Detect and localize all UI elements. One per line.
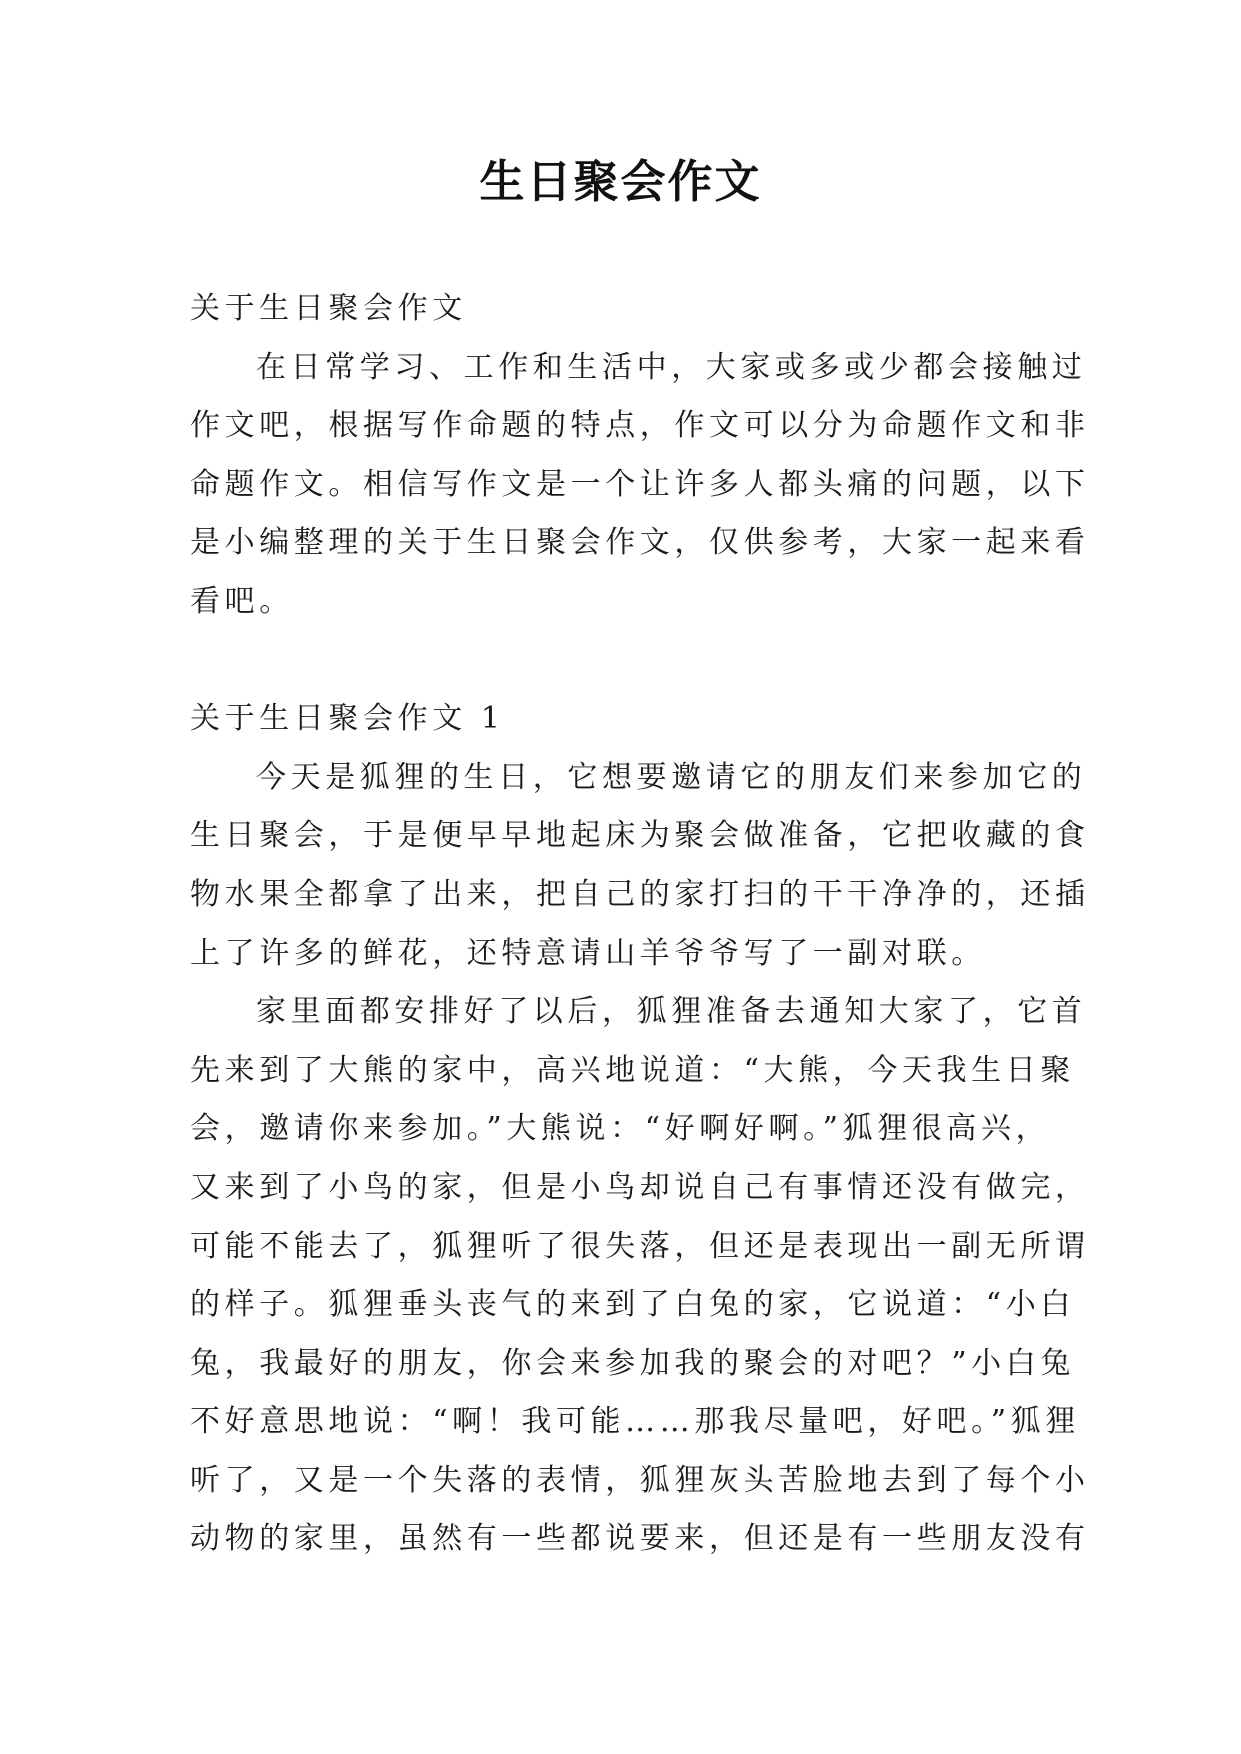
text-line: 在日常学习、工作和生活中，大家或多或少都会接触过 (256, 349, 1087, 385)
text-line: 上了许多的鲜花，还特意请山羊爷爷写了一副对联。 (190, 935, 986, 971)
document-body (190, 280, 1090, 1569)
text-line: 先来到了大熊的家中，高兴地说道：“大熊，今天我生日聚 (190, 1052, 1075, 1088)
text-line: 作文吧，根据写作命题的特点，作文可以分为命题作文和非 (190, 408, 1090, 444)
text-line: 看吧。 (190, 583, 294, 619)
text-line: 兔，我最好的朋友，你会来参加我的聚会的对吧？”小白兔 (190, 1345, 1075, 1381)
document-title: 生日聚会作文 (479, 155, 762, 208)
text-line: 生日聚会，于是便早早地起床为聚会做准备，它把收藏的食 (190, 818, 1090, 854)
text-line: 家里面都安排好了以后，狐狸准备去通知大家了，它首 (256, 994, 1087, 1030)
text-line: 可能不能去了，狐狸听了很失落，但还是表现出一副无所谓 (190, 1228, 1090, 1264)
text-line: 命题作文。相信写作文是一个让许多人都头痛的问题，以下 (190, 466, 1090, 502)
text-line: 又来到了小鸟的家，但是小鸟却说自己有事情还没有做完， (190, 1169, 1090, 1205)
text-line: 听了，又是一个失落的表情，狐狸灰头苦脸地去到了每个小 (190, 1462, 1090, 1498)
section-heading: 关于生日聚会作文 (190, 291, 467, 326)
text-line: 今天是狐狸的生日，它想要邀请它的朋友们来参加它的 (256, 759, 1087, 795)
text-line: 的样子。狐狸垂头丧气的来到了白兔的家，它说道：“小白 (190, 1287, 1075, 1323)
text-line: 是小编整理的关于生日聚会作文，仅供参考，大家一起来看 (190, 525, 1090, 561)
text-line: 会，邀请你来参加。”大熊说：“好啊好啊。”狐狸很高兴， (190, 1111, 1051, 1147)
paragraph-spacer (190, 632, 1060, 691)
text-line: 物水果全都拿了出来，把自己的家打扫的干干净净的，还插 (190, 876, 1090, 912)
text-line: 动物的家里，虽然有一些都说要来，但还是有一些朋友没有 (190, 1521, 1090, 1557)
section-heading: 关于生日聚会作文 1 (190, 701, 505, 737)
text-line: 不好意思地说：“啊！我可能……那我尽量吧，好吧。”狐狸 (190, 1404, 1080, 1440)
